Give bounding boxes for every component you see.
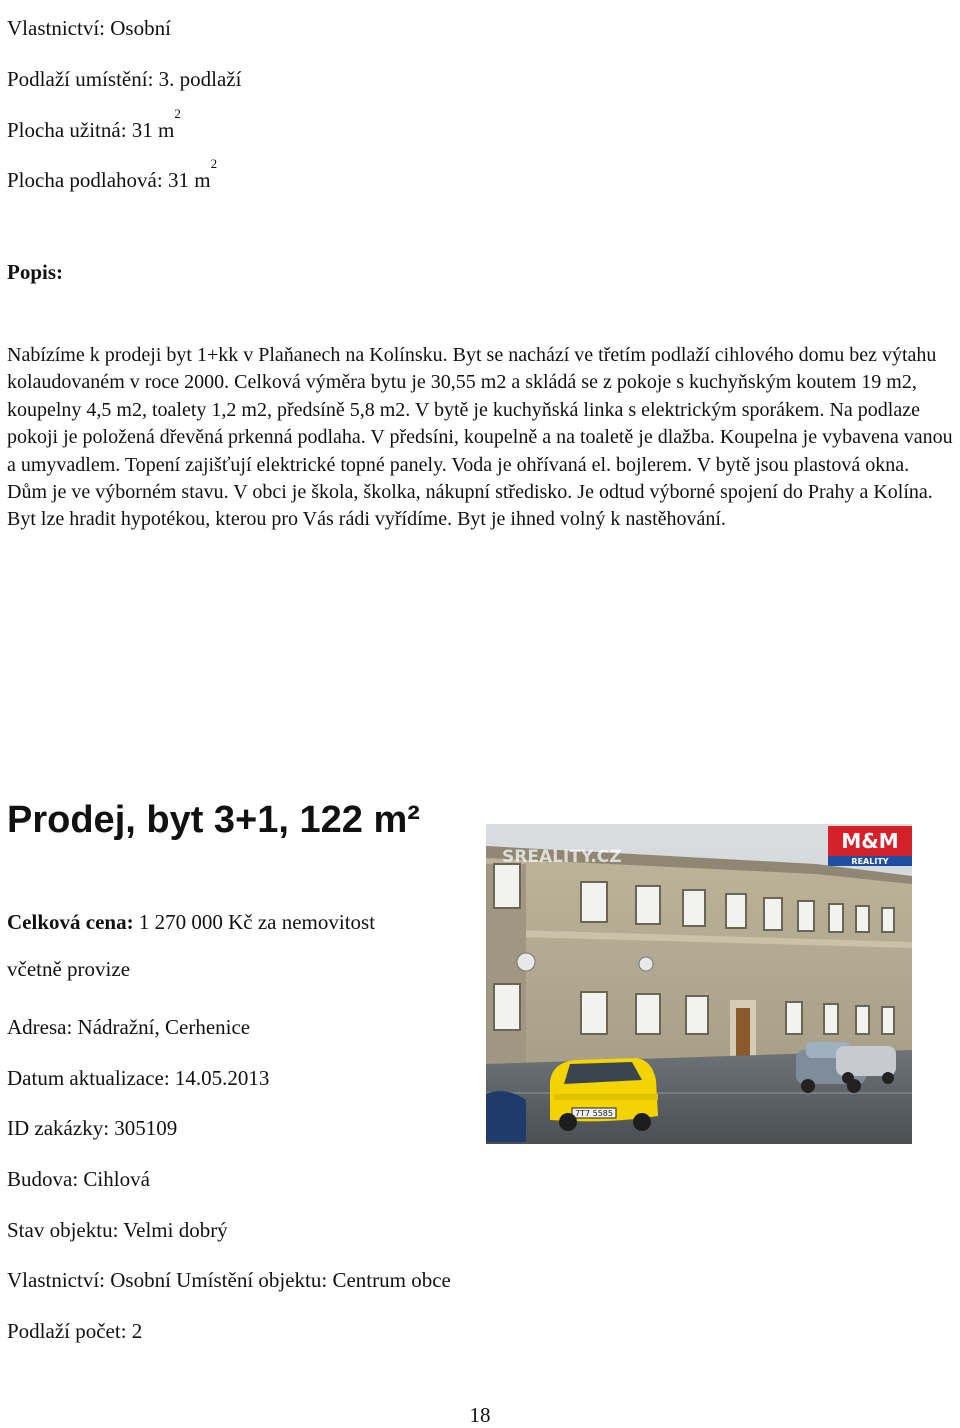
floors-line: Podlaží počet: 2 bbox=[7, 1319, 143, 1343]
logo-subtext: REALITY bbox=[851, 857, 889, 866]
popis-heading: Popis: bbox=[7, 260, 64, 284]
address-line: Adresa: Nádražní, Cerhenice bbox=[7, 1015, 251, 1039]
license-plate: 7T7 5585 bbox=[575, 1109, 613, 1118]
condition-line: Stav objektu: Velmi dobrý bbox=[7, 1218, 228, 1242]
building-line: Budova: Cihlová bbox=[7, 1167, 150, 1191]
ownership-line: Vlastnictví: Osobní bbox=[7, 16, 171, 40]
description-paragraph: Nabízíme k prodeji byt 1+kk v Plaňanech na Kolínsku. Byt se nachází ve třetím podlaží cihlového domu bez výtahu kolaudovaném v roce 2000. Celková výměra bytu je 30,55 m2 a skládá se z pokoje s kuchyňským koutem 19 m2, koupelny 4,5 m2, toalety 1,2 m2, předsíně 5,8 m2. V bytě je kuchyňská linka s elektrickým sporákem. Na podlaze pokoji je položená dřevěná prkenná podlaha. V předsíni, koupelně a na toaletě je dlažba. Koupelna je vybavena vanou a umyvadlem. Topení zajišťují elektrické topné panely. Voda je ohřívaná el. bojlerem. V bytě jsou plastová okna. Dům je ve výborném stavu. V obci je škola, školka, nákupní středisko. Je odtud výborné spojení do Prahy a Kolína. Byt lze hradit hypotékou, kterou pro Vás rádi vyřídíme. Byt je ihned volný k nastěhování. bbox=[7, 344, 953, 531]
photo-watermark: SREALITY.CZ bbox=[502, 847, 622, 867]
ownership-location-line: Vlastnictví: Osobní Umístění objektu: Centrum obce bbox=[7, 1268, 451, 1292]
price-note: včetně provize bbox=[7, 957, 131, 981]
price-line: Celková cena: 1 270 000 Kč za nemovitost bbox=[7, 910, 376, 934]
logo-text: M&M bbox=[841, 829, 899, 853]
page-number: 18 bbox=[469, 1403, 491, 1427]
property-photo bbox=[486, 824, 912, 1144]
id-line: ID zakázky: 305109 bbox=[7, 1116, 178, 1140]
floor-line: Podlaží umístění: 3. podlaží bbox=[7, 67, 242, 91]
floor-area-line: Plocha podlahová: 31 $m^2$ bbox=[7, 156, 218, 192]
listing-title: Prodej, byt 3+1, 122 m² bbox=[7, 799, 420, 841]
usable-area-line: Plocha užitná: 31 $m^2$ bbox=[7, 106, 181, 142]
updated-line: Datum aktualizace: 14.05.2013 bbox=[7, 1066, 270, 1090]
